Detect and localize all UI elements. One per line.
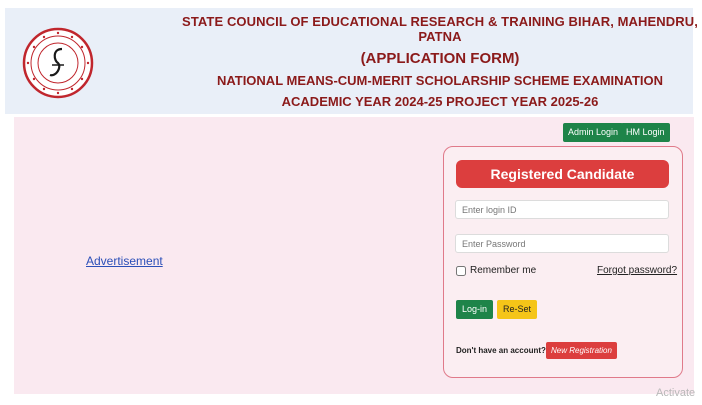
form-title: (APPLICATION FORM) xyxy=(360,50,520,67)
login-card-title: Registered Candidate xyxy=(456,160,669,188)
new-registration-button[interactable]: New Registration xyxy=(546,342,617,359)
hm-login-button[interactable]: HM Login xyxy=(621,123,670,142)
exam-name: NATIONAL MEANS-CUM-MERIT SCHOLARSHIP SCHEME EXAMINATION xyxy=(216,73,664,88)
no-account-text: Don't have an account? xyxy=(456,346,546,355)
activate-watermark: Activate xyxy=(656,387,696,399)
council-name: STATE COUNCIL OF EDUCATIONAL RESEARCH & TRAINING BIHAR, MAHENDRU, PATNA xyxy=(182,14,698,44)
header-title-block xyxy=(160,14,702,109)
login-id-input[interactable] xyxy=(455,200,669,219)
forgot-password-link[interactable]: Forgot password? xyxy=(597,265,678,276)
login-button[interactable]: Log-in xyxy=(456,300,493,319)
reset-button[interactable]: Re-Set xyxy=(497,300,537,319)
remember-label: Remember me xyxy=(470,265,537,276)
advertisement-link[interactable]: Advertisement xyxy=(86,254,163,268)
scert-emblem-icon xyxy=(22,27,94,99)
admin-login-button[interactable]: Admin Login xyxy=(563,123,623,142)
remember-checkbox[interactable] xyxy=(456,266,466,276)
password-input[interactable] xyxy=(455,234,669,253)
academic-year: ACADEMIC YEAR 2024-25 PROJECT YEAR 2025-26 xyxy=(281,94,599,109)
